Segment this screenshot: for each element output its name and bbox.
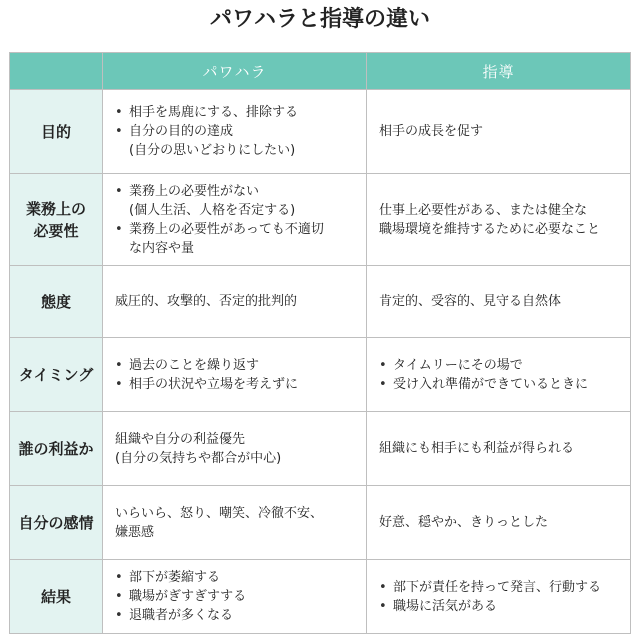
table-row (10, 90, 631, 174)
table-row (10, 266, 631, 338)
bullet-item: • 職場に活気がある (379, 597, 618, 616)
text-line: 組織にも相手にも利益が得られる (379, 441, 575, 456)
text-line: いらいら、怒り、嘲笑、冷徹不安、 (115, 505, 324, 521)
bullet-item: • 業務上の必要性があっても不適切 (115, 220, 354, 239)
bullet-item: • 受け入れ準備ができているときに (379, 375, 618, 394)
table-row (10, 486, 631, 560)
bullet-item: • 過去のことを繰り返す (115, 356, 354, 375)
power-harassment-cell (103, 90, 367, 174)
column-header-guidance: 指導 (367, 53, 631, 90)
table-row (10, 560, 631, 634)
text-line: 相手の成長を促す (379, 124, 484, 139)
guidance-cell (367, 412, 631, 486)
row-header (10, 174, 103, 266)
text-line: 肯定的、受容的、見守る自然体 (379, 294, 562, 309)
header-row (10, 53, 631, 90)
bullet-item: • 退職者が多くなる (115, 606, 354, 625)
row-header (10, 560, 103, 634)
guidance-cell (367, 486, 631, 560)
row-header (10, 486, 103, 560)
power-harassment-cell (103, 266, 367, 338)
bullet-item: • 相手の状況や立場を考えずに (115, 375, 354, 394)
table-row (10, 412, 631, 486)
row-header-line: 自分の感情 (18, 513, 94, 532)
text-line: 仕事上必要性がある、または健全な (379, 202, 588, 218)
guidance-cell (367, 266, 631, 338)
row-header (10, 338, 103, 412)
power-harassment-cell (103, 486, 367, 560)
power-harassment-cell (103, 412, 367, 486)
guidance-cell (367, 560, 631, 634)
cell-lines (379, 292, 618, 311)
header-corner (10, 53, 103, 90)
cell-lines (115, 103, 354, 160)
column-header-power-harassment: パワハラ (103, 53, 367, 90)
cell-lines (379, 578, 618, 616)
row-header (10, 90, 103, 174)
row-header-line: 結果 (40, 587, 71, 606)
row-header-line: 誰の利益か (18, 439, 94, 458)
cell-lines (379, 513, 618, 532)
table-body (10, 90, 631, 634)
cell-lines (379, 201, 618, 239)
bullet-item: • 部下が責任を持って発言、行動する (379, 578, 618, 597)
text-line: (自分の思いどおりにしたい) (129, 143, 296, 158)
cell-lines (379, 356, 618, 394)
cell-lines (115, 182, 354, 258)
row-header-line: 必要性 (33, 221, 79, 240)
table-row (10, 174, 631, 266)
text-line: な内容や量 (129, 240, 195, 256)
row-header-line: 目的 (40, 122, 71, 141)
guidance-cell (367, 338, 631, 412)
cell-lines (379, 122, 618, 141)
text-line: (自分の気持ちや都合が中心) (115, 450, 282, 466)
bullet-item: • タイムリーにその場で (379, 356, 618, 375)
guidance-cell (367, 174, 631, 266)
bullet-item: • 職場がぎすぎすする (115, 587, 354, 606)
cell-lines (115, 356, 354, 394)
comparison-table (9, 52, 631, 634)
cell-lines (379, 439, 618, 458)
cell-lines (115, 430, 354, 468)
row-header-line: タイミング (18, 365, 94, 384)
table-row (10, 338, 631, 412)
bullet-item: • 自分の目的の達成 (115, 122, 354, 141)
power-harassment-cell (103, 560, 367, 634)
text-line: 好意、穏やか、きりっとした (379, 515, 549, 530)
bullet-item: • 部下が萎縮する (115, 568, 354, 587)
cell-lines (115, 292, 354, 311)
row-header (10, 266, 103, 338)
guidance-cell (367, 90, 631, 174)
table-header (10, 53, 631, 90)
row-header-line: 業務上の (25, 199, 86, 218)
bullet-item: • 業務上の必要性がない (115, 182, 354, 201)
text-line: 嫌悪感 (115, 524, 155, 540)
text-line: 職場環境を維持するために必要なこと (379, 221, 601, 237)
bullet-item: • 相手を馬鹿にする、排除する (115, 103, 354, 122)
cell-lines (115, 504, 354, 542)
cell-lines (115, 568, 354, 625)
power-harassment-cell (103, 338, 367, 412)
page-title: パワハラと指導の違い (209, 7, 430, 32)
text-line: 威圧的、攻撃的、否定的批判的 (115, 294, 298, 309)
row-header (10, 412, 103, 486)
text-line: (個人生活、人格を否定する) (129, 202, 296, 218)
text-line: 組織や自分の利益優先 (115, 431, 246, 447)
power-harassment-cell (103, 174, 367, 266)
row-header-line: 態度 (40, 292, 71, 311)
